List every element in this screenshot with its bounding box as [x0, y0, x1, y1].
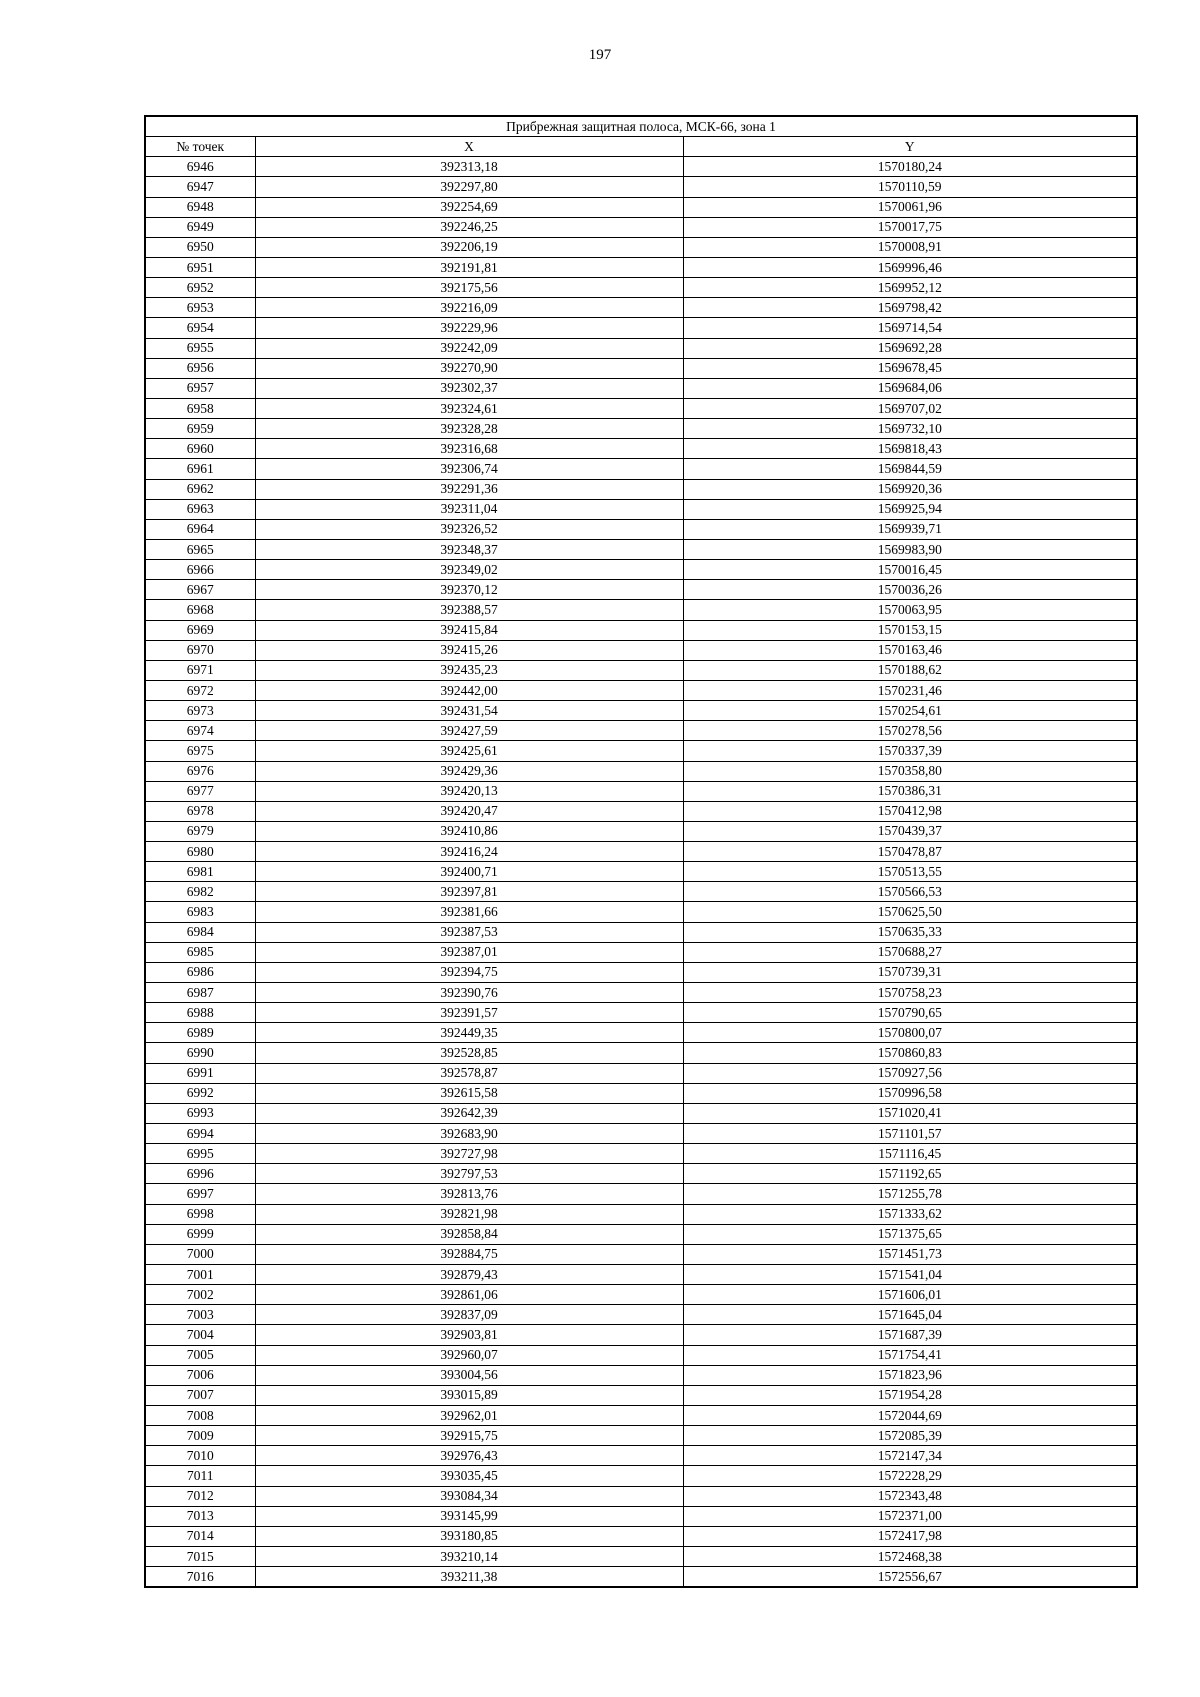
- x-coordinate-cell: 393210,14: [255, 1546, 683, 1566]
- x-coordinate-cell: 392427,59: [255, 721, 683, 741]
- x-coordinate-cell: 392246,25: [255, 217, 683, 237]
- x-coordinate-cell: 392316,68: [255, 439, 683, 459]
- y-coordinate-cell: 1570180,24: [683, 157, 1137, 177]
- x-coordinate-cell: 393084,34: [255, 1486, 683, 1506]
- y-coordinate-cell: 1570110,59: [683, 177, 1137, 197]
- y-coordinate-cell: 1570008,91: [683, 237, 1137, 257]
- table-row: [145, 157, 1137, 177]
- y-coordinate-cell: 1570566,53: [683, 882, 1137, 902]
- point-number-cell: 7013: [145, 1506, 255, 1526]
- x-coordinate-cell: 392229,96: [255, 318, 683, 338]
- x-coordinate-cell: 392976,43: [255, 1446, 683, 1466]
- x-coordinate-cell: 392175,56: [255, 278, 683, 298]
- point-number-cell: 7012: [145, 1486, 255, 1506]
- table-row: [145, 842, 1137, 862]
- table-row: [145, 660, 1137, 680]
- point-number-cell: 6960: [145, 439, 255, 459]
- y-coordinate-cell: 1570478,87: [683, 842, 1137, 862]
- point-number-cell: 6974: [145, 721, 255, 741]
- table-row: [145, 378, 1137, 398]
- x-coordinate-cell: 392960,07: [255, 1345, 683, 1365]
- point-number-cell: 7009: [145, 1426, 255, 1446]
- x-coordinate-cell: 392388,57: [255, 600, 683, 620]
- x-coordinate-cell: 392416,24: [255, 842, 683, 862]
- x-coordinate-cell: 392348,37: [255, 539, 683, 559]
- y-coordinate-cell: 1572556,67: [683, 1567, 1137, 1588]
- y-coordinate-cell: 1569732,10: [683, 419, 1137, 439]
- x-coordinate-cell: 392861,06: [255, 1285, 683, 1305]
- point-number-cell: 7007: [145, 1385, 255, 1405]
- y-coordinate-cell: 1570254,61: [683, 701, 1137, 721]
- y-coordinate-cell: 1569925,94: [683, 499, 1137, 519]
- point-number-cell: 6949: [145, 217, 255, 237]
- x-coordinate-cell: 393015,89: [255, 1385, 683, 1405]
- y-coordinate-cell: 1572343,48: [683, 1486, 1137, 1506]
- table-row: [145, 398, 1137, 418]
- table-row: [145, 1567, 1137, 1588]
- x-coordinate-cell: 392642,39: [255, 1103, 683, 1123]
- x-coordinate-cell: 392727,98: [255, 1144, 683, 1164]
- x-coordinate-cell: 392410,86: [255, 821, 683, 841]
- point-number-cell: 7004: [145, 1325, 255, 1345]
- y-coordinate-cell: 1570188,62: [683, 660, 1137, 680]
- y-coordinate-cell: 1571687,39: [683, 1325, 1137, 1345]
- point-number-cell: 6994: [145, 1124, 255, 1144]
- y-coordinate-cell: 1569983,90: [683, 539, 1137, 559]
- point-number-cell: 6995: [145, 1144, 255, 1164]
- x-coordinate-cell: 392391,57: [255, 1003, 683, 1023]
- y-coordinate-cell: 1571541,04: [683, 1265, 1137, 1285]
- table-row: [145, 439, 1137, 459]
- table-row: [145, 1063, 1137, 1083]
- y-coordinate-cell: 1569939,71: [683, 519, 1137, 539]
- x-coordinate-cell: 392387,01: [255, 942, 683, 962]
- x-coordinate-cell: 392328,28: [255, 419, 683, 439]
- table-row: [145, 962, 1137, 982]
- point-number-cell: 6952: [145, 278, 255, 298]
- point-number-cell: 7005: [145, 1345, 255, 1365]
- table-row: [145, 459, 1137, 479]
- table-row: [145, 1506, 1137, 1526]
- x-coordinate-cell: 392254,69: [255, 197, 683, 217]
- x-coordinate-cell: 392311,04: [255, 499, 683, 519]
- y-coordinate-cell: 1570800,07: [683, 1023, 1137, 1043]
- x-coordinate-cell: 392528,85: [255, 1043, 683, 1063]
- y-coordinate-cell: 1570061,96: [683, 197, 1137, 217]
- x-coordinate-cell: 392291,36: [255, 479, 683, 499]
- point-number-cell: 6970: [145, 640, 255, 660]
- point-number-cell: 6989: [145, 1023, 255, 1043]
- x-coordinate-cell: 392879,43: [255, 1265, 683, 1285]
- x-coordinate-cell: 392858,84: [255, 1224, 683, 1244]
- x-coordinate-cell: 392821,98: [255, 1204, 683, 1224]
- y-coordinate-cell: 1570386,31: [683, 781, 1137, 801]
- point-number-cell: 6975: [145, 741, 255, 761]
- point-number-cell: 6965: [145, 539, 255, 559]
- y-coordinate-cell: 1570758,23: [683, 983, 1137, 1003]
- y-coordinate-cell: 1569707,02: [683, 398, 1137, 418]
- table-title: Прибрежная защитная полоса, МСК-66, зона 1: [145, 116, 1137, 137]
- x-coordinate-cell: 392962,01: [255, 1406, 683, 1426]
- point-number-cell: 6983: [145, 902, 255, 922]
- x-coordinate-cell: 392326,52: [255, 519, 683, 539]
- x-coordinate-cell: 392420,47: [255, 801, 683, 821]
- table-row: [145, 1446, 1137, 1466]
- x-coordinate-cell: 392615,58: [255, 1083, 683, 1103]
- y-coordinate-cell: 1570860,83: [683, 1043, 1137, 1063]
- x-coordinate-cell: 392270,90: [255, 358, 683, 378]
- point-number-cell: 6990: [145, 1043, 255, 1063]
- table-row: [145, 640, 1137, 660]
- table-header-row: [145, 137, 1137, 157]
- table-row: [145, 237, 1137, 257]
- y-coordinate-cell: 1571754,41: [683, 1345, 1137, 1365]
- x-coordinate-cell: 392420,13: [255, 781, 683, 801]
- point-number-cell: 6953: [145, 298, 255, 318]
- y-coordinate-cell: 1571255,78: [683, 1184, 1137, 1204]
- x-coordinate-cell: 393004,56: [255, 1365, 683, 1385]
- point-number-cell: 6998: [145, 1204, 255, 1224]
- point-number-cell: 6958: [145, 398, 255, 418]
- column-header-point-number: № точек: [145, 137, 255, 157]
- table-row: [145, 862, 1137, 882]
- point-number-cell: 6979: [145, 821, 255, 841]
- y-coordinate-cell: 1569844,59: [683, 459, 1137, 479]
- y-coordinate-cell: 1569684,06: [683, 378, 1137, 398]
- point-number-cell: 6973: [145, 701, 255, 721]
- table-row: [145, 197, 1137, 217]
- point-number-cell: 6959: [145, 419, 255, 439]
- x-coordinate-cell: 392429,36: [255, 761, 683, 781]
- x-coordinate-cell: 392915,75: [255, 1426, 683, 1446]
- point-number-cell: 6969: [145, 620, 255, 640]
- point-number-cell: 6987: [145, 983, 255, 1003]
- x-coordinate-cell: 392813,76: [255, 1184, 683, 1204]
- column-header-x: X: [255, 137, 683, 157]
- y-coordinate-cell: 1570688,27: [683, 942, 1137, 962]
- y-coordinate-cell: 1570337,39: [683, 741, 1137, 761]
- y-coordinate-cell: 1570412,98: [683, 801, 1137, 821]
- x-coordinate-cell: 392206,19: [255, 237, 683, 257]
- point-number-cell: 6971: [145, 660, 255, 680]
- point-number-cell: 7002: [145, 1285, 255, 1305]
- point-number-cell: 6993: [145, 1103, 255, 1123]
- point-number-cell: 7003: [145, 1305, 255, 1325]
- table-row: [145, 217, 1137, 237]
- table-row: [145, 519, 1137, 539]
- x-coordinate-cell: 392390,76: [255, 983, 683, 1003]
- point-number-cell: 6968: [145, 600, 255, 620]
- table-row: [145, 1426, 1137, 1446]
- x-coordinate-cell: 392387,53: [255, 922, 683, 942]
- x-coordinate-cell: 392381,66: [255, 902, 683, 922]
- y-coordinate-cell: 1570017,75: [683, 217, 1137, 237]
- point-number-cell: 6961: [145, 459, 255, 479]
- y-coordinate-cell: 1571606,01: [683, 1285, 1137, 1305]
- point-number-cell: 6967: [145, 580, 255, 600]
- x-coordinate-cell: 392306,74: [255, 459, 683, 479]
- table-row: [145, 1345, 1137, 1365]
- y-coordinate-cell: 1571375,65: [683, 1224, 1137, 1244]
- point-number-cell: 6985: [145, 942, 255, 962]
- point-number-cell: 6972: [145, 680, 255, 700]
- y-coordinate-cell: 1569996,46: [683, 257, 1137, 277]
- y-coordinate-cell: 1572417,98: [683, 1526, 1137, 1546]
- table-row: [145, 983, 1137, 1003]
- x-coordinate-cell: 392216,09: [255, 298, 683, 318]
- table-row: [145, 1244, 1137, 1264]
- y-coordinate-cell: 1570996,58: [683, 1083, 1137, 1103]
- y-coordinate-cell: 1571101,57: [683, 1124, 1137, 1144]
- page-number: 197: [588, 47, 612, 63]
- point-number-cell: 6946: [145, 157, 255, 177]
- table-row: [145, 539, 1137, 559]
- point-number-cell: 7011: [145, 1466, 255, 1486]
- y-coordinate-cell: 1572468,38: [683, 1546, 1137, 1566]
- table-row: [145, 1103, 1137, 1123]
- x-coordinate-cell: 392370,12: [255, 580, 683, 600]
- x-coordinate-cell: 392415,26: [255, 640, 683, 660]
- x-coordinate-cell: 392415,84: [255, 620, 683, 640]
- table-row: [145, 1124, 1137, 1144]
- y-coordinate-cell: 1571451,73: [683, 1244, 1137, 1264]
- x-coordinate-cell: 392442,00: [255, 680, 683, 700]
- point-number-cell: 7014: [145, 1526, 255, 1546]
- y-coordinate-cell: 1571192,65: [683, 1164, 1137, 1184]
- table-row: [145, 1184, 1137, 1204]
- point-number-cell: 6964: [145, 519, 255, 539]
- point-number-cell: 7001: [145, 1265, 255, 1285]
- x-coordinate-cell: 393145,99: [255, 1506, 683, 1526]
- table-row: [145, 922, 1137, 942]
- table-row: [145, 338, 1137, 358]
- y-coordinate-cell: 1570358,80: [683, 761, 1137, 781]
- y-coordinate-cell: 1569920,36: [683, 479, 1137, 499]
- table-row: [145, 479, 1137, 499]
- y-coordinate-cell: 1570439,37: [683, 821, 1137, 841]
- point-number-cell: 6963: [145, 499, 255, 519]
- table-row: [145, 1526, 1137, 1546]
- y-coordinate-cell: 1571954,28: [683, 1385, 1137, 1405]
- point-number-cell: 6951: [145, 257, 255, 277]
- x-coordinate-cell: 392191,81: [255, 257, 683, 277]
- y-coordinate-cell: 1569798,42: [683, 298, 1137, 318]
- table-row: [145, 1285, 1137, 1305]
- x-coordinate-cell: 392435,23: [255, 660, 683, 680]
- table-row: [145, 1204, 1137, 1224]
- table-row: [145, 419, 1137, 439]
- point-number-cell: 6957: [145, 378, 255, 398]
- x-coordinate-cell: 392797,53: [255, 1164, 683, 1184]
- point-number-cell: 6956: [145, 358, 255, 378]
- table-row: [145, 1385, 1137, 1405]
- y-coordinate-cell: 1570513,55: [683, 862, 1137, 882]
- table-row: [145, 1486, 1137, 1506]
- table-row: [145, 318, 1137, 338]
- table-row: [145, 1164, 1137, 1184]
- table-title-row: [145, 116, 1137, 137]
- y-coordinate-cell: 1570036,26: [683, 580, 1137, 600]
- x-coordinate-cell: 392324,61: [255, 398, 683, 418]
- x-coordinate-cell: 392884,75: [255, 1244, 683, 1264]
- table-row: [145, 1083, 1137, 1103]
- table-row: [145, 781, 1137, 801]
- table-row: [145, 902, 1137, 922]
- point-number-cell: 6988: [145, 1003, 255, 1023]
- point-number-cell: 7010: [145, 1446, 255, 1466]
- point-number-cell: 6997: [145, 1184, 255, 1204]
- x-coordinate-cell: 392349,02: [255, 560, 683, 580]
- point-number-cell: 6962: [145, 479, 255, 499]
- point-number-cell: 6950: [145, 237, 255, 257]
- table-row: [145, 741, 1137, 761]
- y-coordinate-cell: 1571116,45: [683, 1144, 1137, 1164]
- table-row: [145, 600, 1137, 620]
- table-row: [145, 298, 1137, 318]
- point-number-cell: 6991: [145, 1063, 255, 1083]
- table-row: [145, 1406, 1137, 1426]
- table-row: [145, 1043, 1137, 1063]
- table-row: [145, 1023, 1137, 1043]
- y-coordinate-cell: 1571823,96: [683, 1365, 1137, 1385]
- table-row: [145, 1305, 1137, 1325]
- table-row: [145, 580, 1137, 600]
- y-coordinate-cell: 1569678,45: [683, 358, 1137, 378]
- table-row: [145, 1144, 1137, 1164]
- point-number-cell: 7015: [145, 1546, 255, 1566]
- y-coordinate-cell: 1570790,65: [683, 1003, 1137, 1023]
- y-coordinate-cell: 1570016,45: [683, 560, 1137, 580]
- x-coordinate-cell: 392394,75: [255, 962, 683, 982]
- y-coordinate-cell: 1570163,46: [683, 640, 1137, 660]
- x-coordinate-cell: 393180,85: [255, 1526, 683, 1546]
- column-header-y: Y: [683, 137, 1137, 157]
- table-row: [145, 801, 1137, 821]
- table-row: [145, 560, 1137, 580]
- point-number-cell: 6999: [145, 1224, 255, 1244]
- table-row: [145, 882, 1137, 902]
- point-number-cell: 7016: [145, 1567, 255, 1588]
- table-row: [145, 1365, 1137, 1385]
- table-row: [145, 1466, 1137, 1486]
- point-number-cell: 6977: [145, 781, 255, 801]
- table-row: [145, 1325, 1137, 1345]
- table-row: [145, 278, 1137, 298]
- point-number-cell: 6966: [145, 560, 255, 580]
- y-coordinate-cell: 1570278,56: [683, 721, 1137, 741]
- point-number-cell: 6976: [145, 761, 255, 781]
- x-coordinate-cell: 392578,87: [255, 1063, 683, 1083]
- table-row: [145, 1546, 1137, 1566]
- y-coordinate-cell: 1572147,34: [683, 1446, 1137, 1466]
- x-coordinate-cell: 392837,09: [255, 1305, 683, 1325]
- table-row: [145, 761, 1137, 781]
- x-coordinate-cell: 392425,61: [255, 741, 683, 761]
- x-coordinate-cell: 393035,45: [255, 1466, 683, 1486]
- point-number-cell: 6981: [145, 862, 255, 882]
- table-row: [145, 499, 1137, 519]
- y-coordinate-cell: 1572371,00: [683, 1506, 1137, 1526]
- y-coordinate-cell: 1569818,43: [683, 439, 1137, 459]
- y-coordinate-cell: 1570635,33: [683, 922, 1137, 942]
- x-coordinate-cell: 392313,18: [255, 157, 683, 177]
- point-number-cell: 6980: [145, 842, 255, 862]
- y-coordinate-cell: 1571020,41: [683, 1103, 1137, 1123]
- x-coordinate-cell: 393211,38: [255, 1567, 683, 1588]
- x-coordinate-cell: 392449,35: [255, 1023, 683, 1043]
- point-number-cell: 6992: [145, 1083, 255, 1103]
- x-coordinate-cell: 392302,37: [255, 378, 683, 398]
- table-row: [145, 358, 1137, 378]
- x-coordinate-cell: 392431,54: [255, 701, 683, 721]
- table-row: [145, 680, 1137, 700]
- point-number-cell: 6955: [145, 338, 255, 358]
- point-number-cell: 7000: [145, 1244, 255, 1264]
- y-coordinate-cell: 1571645,04: [683, 1305, 1137, 1325]
- table-body: [145, 157, 1137, 1587]
- x-coordinate-cell: 392297,80: [255, 177, 683, 197]
- table-row: [145, 821, 1137, 841]
- point-number-cell: 6996: [145, 1164, 255, 1184]
- table-row: [145, 1265, 1137, 1285]
- point-number-cell: 6954: [145, 318, 255, 338]
- y-coordinate-cell: 1570063,95: [683, 600, 1137, 620]
- point-number-cell: 7006: [145, 1365, 255, 1385]
- point-number-cell: 6982: [145, 882, 255, 902]
- y-coordinate-cell: 1571333,62: [683, 1204, 1137, 1224]
- y-coordinate-cell: 1572085,39: [683, 1426, 1137, 1446]
- x-coordinate-cell: 392400,71: [255, 862, 683, 882]
- point-number-cell: 6978: [145, 801, 255, 821]
- point-number-cell: 6948: [145, 197, 255, 217]
- x-coordinate-cell: 392242,09: [255, 338, 683, 358]
- point-number-cell: 6986: [145, 962, 255, 982]
- y-coordinate-cell: 1569692,28: [683, 338, 1137, 358]
- x-coordinate-cell: 392397,81: [255, 882, 683, 902]
- y-coordinate-cell: 1570231,46: [683, 680, 1137, 700]
- y-coordinate-cell: 1572228,29: [683, 1466, 1137, 1486]
- y-coordinate-cell: 1570153,15: [683, 620, 1137, 640]
- y-coordinate-cell: 1569714,54: [683, 318, 1137, 338]
- table-row: [145, 701, 1137, 721]
- table-row: [145, 257, 1137, 277]
- point-number-cell: 6984: [145, 922, 255, 942]
- coordinates-table: [144, 115, 1138, 1588]
- table-row: [145, 942, 1137, 962]
- table-row: [145, 177, 1137, 197]
- point-number-cell: 6947: [145, 177, 255, 197]
- table-row: [145, 1003, 1137, 1023]
- point-number-cell: 7008: [145, 1406, 255, 1426]
- x-coordinate-cell: 392903,81: [255, 1325, 683, 1345]
- table-row: [145, 620, 1137, 640]
- table-row: [145, 721, 1137, 741]
- y-coordinate-cell: 1572044,69: [683, 1406, 1137, 1426]
- y-coordinate-cell: 1570625,50: [683, 902, 1137, 922]
- x-coordinate-cell: 392683,90: [255, 1124, 683, 1144]
- table-row: [145, 1224, 1137, 1244]
- y-coordinate-cell: 1570927,56: [683, 1063, 1137, 1083]
- y-coordinate-cell: 1569952,12: [683, 278, 1137, 298]
- y-coordinate-cell: 1570739,31: [683, 962, 1137, 982]
